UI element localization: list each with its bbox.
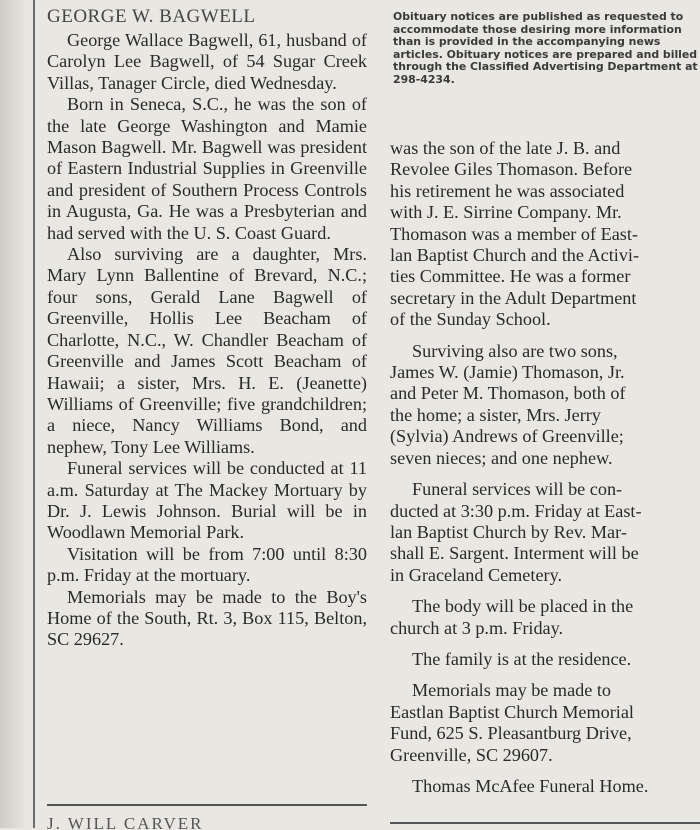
obituary-paragraph: George Wallace Bagwell, 61, husband of Carolyn Lee Bagwell, of 54 Sugar Creek Villas, Tanager Circle, died Wednesday. — [47, 30, 367, 93]
text-line: Eastlan Baptist Church Memorial — [390, 701, 634, 722]
section-divider — [390, 822, 700, 824]
text-line: The family is at the residence. — [412, 648, 632, 669]
text-line: The body will be placed in the — [412, 596, 634, 617]
text-line: Funeral services will be con- — [412, 479, 623, 500]
section-divider — [47, 804, 367, 806]
text-line: in Graceland Cemetery. — [390, 564, 563, 585]
text-line: his retirement he was associated — [390, 180, 625, 201]
text-line: was the son of the late J. B. and — [390, 138, 621, 158]
obituary-paragraph — [390, 680, 700, 766]
text-line: Surviving also are two sons, — [412, 340, 618, 361]
next-obituary-heading: J. WILL CARVER — [47, 814, 204, 830]
text-line: the home; a sister, Mrs. Jerry — [390, 404, 601, 425]
obituary-heading: GEORGE W. BAGWELL — [47, 6, 256, 27]
text-line: with J. E. Sirrine Company. Mr. — [390, 202, 622, 223]
text-line: Greenville, SC 29607. — [390, 744, 553, 765]
column-rule — [33, 0, 35, 828]
text-line: shall E. Sargent. Interment will be — [390, 543, 639, 564]
text-line: James W. (Jamie) Thomason, Jr. — [390, 362, 625, 383]
text-line: and Peter M. Thomason, both of — [390, 383, 626, 404]
text-line: ties Committee. He was a former — [390, 266, 631, 287]
obituary-paragraph — [390, 596, 700, 639]
obituary-paragraph — [390, 649, 700, 670]
obituary-paragraph: Memorials may be made to the Boy's Home of the South, Rt. 3, Box 115, Belton, SC 29627. — [47, 586, 367, 650]
text-line: lan Baptist Church by Rev. Mar- — [390, 521, 627, 542]
obituary-paragraph: Funeral services will be conducted at 11 a.m. Saturday at The Mackey Mortuary by Dr. J. Lewis Johnson. Burial will be in Woodlawn Memorial Park. — [47, 458, 367, 543]
text-line: church at 3 p.m. Friday. — [390, 617, 564, 638]
obituary-paragraph — [390, 138, 700, 331]
obituary-paragraph: Also surviving are a daughter, Mrs. Mary Lynn Ballentine of Brevard, N.C.; four sons, Gerald Lane Bagwell of Greenville, Hollis Lee Beacham of Charlotte, N.C., W. Chandler Beacham of Greenville and James Scott Beacham of Hawaii; a sister, Mrs. H. E. (Jeanette) Williams of Greenville; five grandchildren; a niece, Nancy Williams Bond, and nephew, Tony Lee Williams. — [47, 244, 367, 457]
text-line: of the Sunday School. — [390, 309, 551, 330]
text-line: lan Baptist Church and the Activi- — [390, 245, 640, 266]
text-line: (Sylvia) Andrews of Greenville; — [390, 426, 624, 447]
text-line: seven nieces; and one nephew. — [390, 447, 613, 468]
obituary-paragraph: Born in Seneca, S.C., he was the son of the late George Washington and Mamie Mason Bagwell. Mr. Bagwell was president of Eastern Industrial Supplies in Greenville and president of Southern Process Controls in Augusta, Ga. He was a Presbyterian and had served with the U. S. Coast Guard. — [47, 94, 367, 243]
obituary-bagwell — [47, 6, 367, 651]
obituary-paragraph — [390, 479, 700, 586]
text-line: Fund, 625 S. Pleasantburg Drive, — [390, 723, 632, 744]
obituary-paragraph: Visitation will be from 7:00 until 8:30 p.m. Friday at the mortuary. — [47, 543, 367, 586]
obituary-thomason — [390, 138, 700, 797]
obituary-paragraph — [390, 776, 700, 797]
obituary-paragraph — [390, 341, 700, 469]
text-line: Thomas McAfee Funeral Home. — [412, 775, 649, 796]
text-line: Revolee Giles Thomason. Before — [390, 159, 633, 180]
obituary-notice-box: Obituary notices are published as requested to accommodate those desiring more information than is provided in the accompanying news articles. Obituary notices are prepared and billed through the Classified Advertising Department at 298-4234. — [393, 10, 698, 86]
text-line: Memorials may be made to — [412, 680, 611, 701]
text-line: secretary in the Adult Department — [390, 287, 637, 308]
text-line: Thomason was a member of East- — [390, 223, 638, 244]
text-line: ducted at 3:30 p.m. Friday at East- — [390, 500, 642, 521]
page-edge — [0, 0, 24, 828]
